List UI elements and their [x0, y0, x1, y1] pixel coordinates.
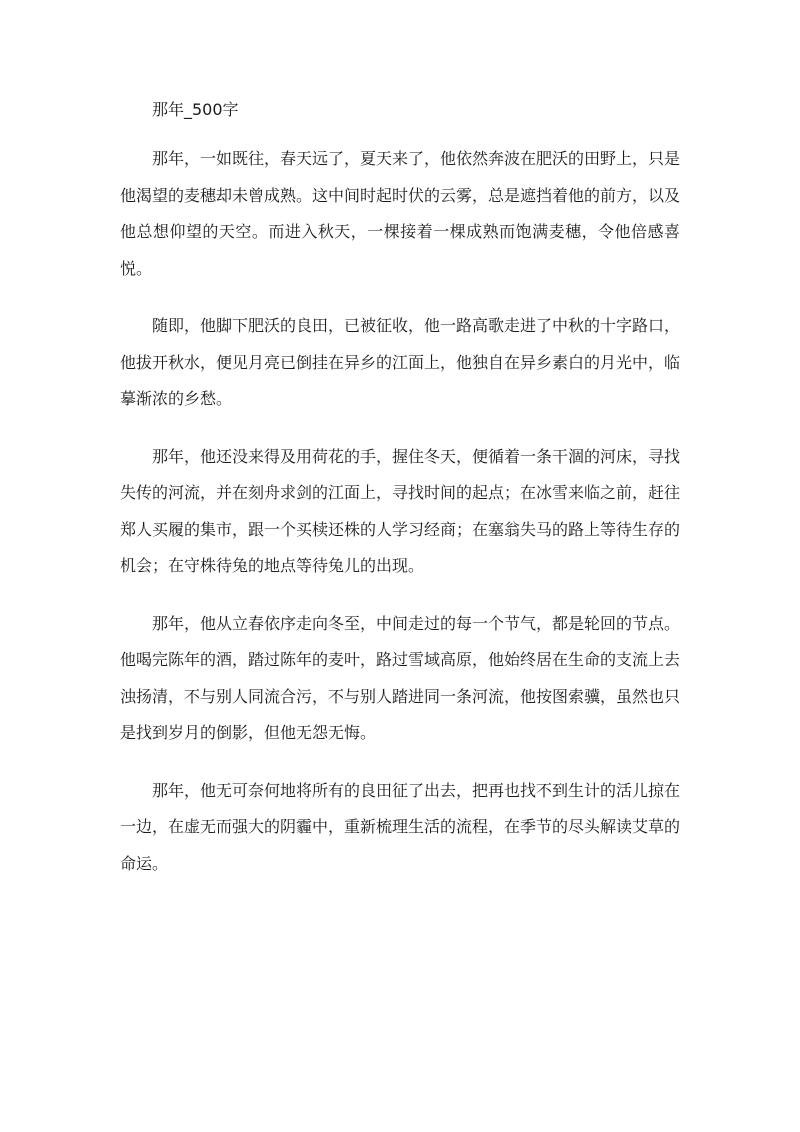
paragraph-3: 那年，他还没来得及用荷花的手，握住冬天，便循着一条干涸的河床，寻找失传的河流，并在刻舟求剑的江面上，寻找时间的起点；在冰雪来临之前，赶往郑人买履的集市，跟一个买椟还株的人学习经商；在塞翁失马的路上等待生存的机会；在守株待兔的地点等待兔儿的出现。 — [120, 446, 681, 575]
paragraph-2: 随即，他脚下肥沃的良田，已被征收，他一路高歌走进了中秋的十字路口，他拔开秋水，便见月亮已倒挂在异乡的江面上，他独自在异乡素白的月光中，临摹渐浓的乡愁。 — [120, 316, 681, 408]
document-title: 那年_500字 — [152, 100, 239, 119]
document-page — [120, 95, 680, 903]
paragraph-5: 那年，他无可奈何地将所有的良田征了出去，把再也找不到生计的活儿掠在一边，在虚无而强大的阴霾中，重新梳理生活的流程，在季节的尽头解读艾草的命运。 — [120, 780, 681, 873]
paragraph-4: 那年，他从立春依序走向冬至，中间走过的每一个节气，都是轮回的节点。他喝完陈年的酒，踏过陈年的麦叶，路过雪域高原，他始终居在生命的支流上去浊扬清，不与别人同流合污，不与别人踏进同一条河流，他按图索骥，虽然也只是找到岁月的倒影，但他无怨无悔。 — [120, 613, 681, 742]
paragraph-1: 那年，一如既往，春天远了，夏天来了，他依然奔波在肥沃的田野上，只是他渴望的麦穗却未曾成熟。这中间时起时伏的云雾，总是遮挡着他的前方，以及他总想仰望的天空。而进入秋天，一棵接着一棵成熟而饱满麦穗，令他倍感喜悦。 — [120, 149, 681, 278]
